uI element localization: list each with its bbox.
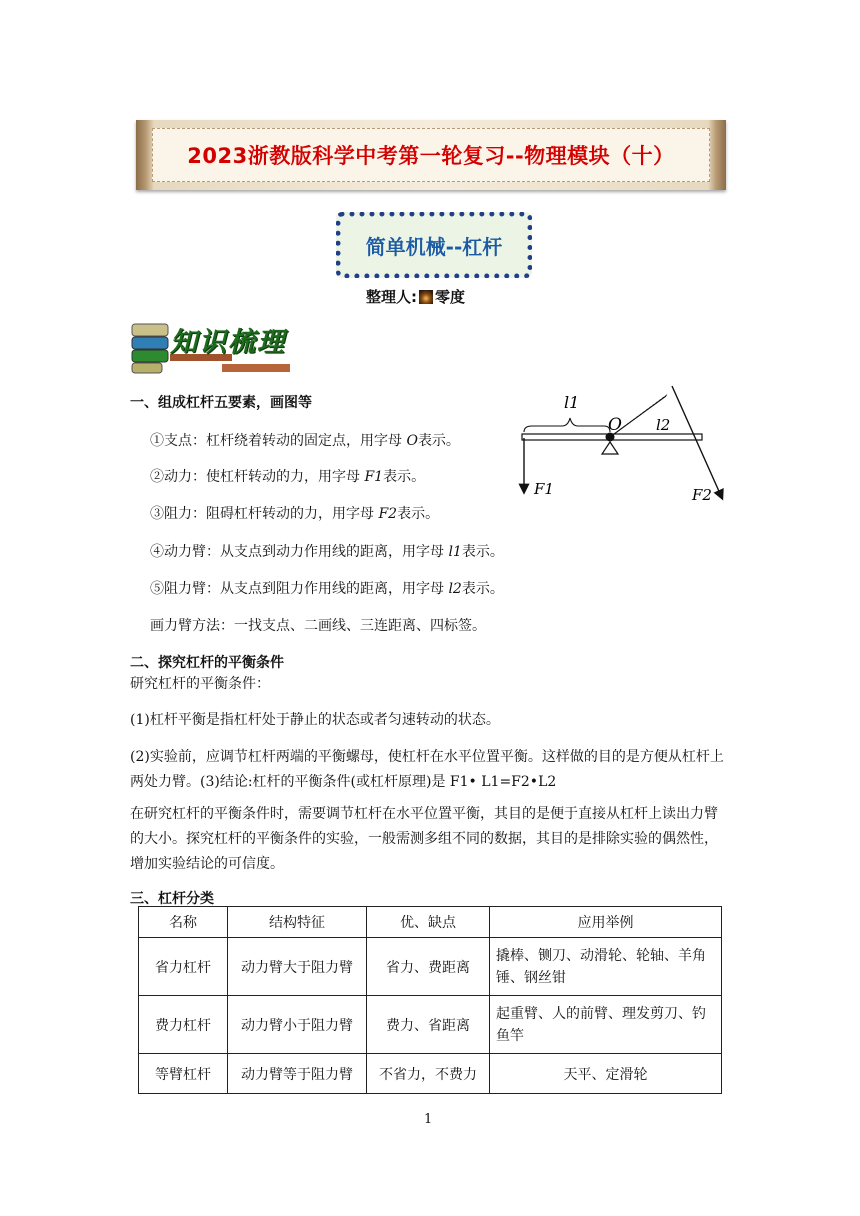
document-title: 2023浙教版科学中考第一轮复习--物理模块（十）	[187, 144, 675, 168]
section-logo	[130, 320, 300, 376]
table-cell: 费力、省距离	[367, 996, 490, 1054]
fulcrum-triangle	[602, 442, 618, 454]
section2-intro: 研究杠杆的平衡条件：	[130, 676, 270, 692]
table-header: 应用举例	[490, 907, 722, 938]
table-cell: 不省力，不费力	[367, 1054, 490, 1094]
author-avatar-icon	[419, 290, 433, 304]
table-cell: 动力臂等于阻力臂	[228, 1054, 367, 1094]
diagram-label-l2: l2	[656, 416, 671, 434]
title-banner	[136, 120, 726, 190]
author-name: 零度	[435, 288, 466, 306]
section2-p1: (1)杠杆平衡是指杠杆处于静止的状态或者匀速转动的状态。	[130, 712, 500, 728]
diagram-label-o: O	[608, 415, 622, 435]
section3-heading: 三、杠杆分类	[130, 891, 214, 907]
section2-p2: (2)实验前，应调节杠杆两端的平衡螺母，使杠杆在水平位置平衡。这样做的目的是方便从杠杆上两处力臂。(3)结论:杠杆的平衡条件(或杠杆原理)是 F1• L1=F2•L2	[130, 749, 724, 790]
item-resistance-force: ③阻力：阻碍杠杆转动的力，用字母 F2表示。	[150, 506, 440, 522]
section1-heading: 一、组成杠杆五要素，画图等	[130, 395, 312, 411]
author-label: 整理人:	[366, 288, 417, 306]
section2-p3: 在研究杠杆的平衡条件时，需要调节杠杆在水平位置平衡，其目的是便于直接从杠杆上读出力臂的大小。探究杠杆的平衡条件的实验，一般需测多组不同的数据，其目的是排除实验的偶然性，增加实验结论的可信度。	[130, 806, 718, 872]
page-number: 1	[424, 1112, 433, 1127]
diagram-label-f1: F1	[534, 480, 554, 498]
document-subtitle: 简单机械--杠杆	[365, 234, 503, 259]
table-header: 名称	[139, 907, 228, 938]
author-line	[366, 286, 465, 307]
table-cell: 省力、费距离	[367, 938, 490, 996]
lever-diagram	[518, 382, 742, 508]
arm-drawing-method: 画力臂方法：一找支点、二画线、三连距离、四标签。	[150, 618, 486, 634]
table-header: 结构特征	[228, 907, 367, 938]
table-cell: 等臂杠杆	[139, 1054, 228, 1094]
item-fulcrum: ①支点：杠杆绕着转动的固定点，用字母 O表示。	[150, 433, 460, 449]
item-effort-force: ②动力：使杠杆转动的力，用字母 F1表示。	[150, 469, 426, 485]
title-frame	[152, 128, 710, 182]
table-row	[139, 938, 722, 996]
table-header: 优、缺点	[367, 907, 490, 938]
diagram-label-l1: l1	[564, 393, 580, 412]
table-row	[139, 1054, 722, 1094]
item-effort-arm: ④动力臂：从支点到动力作用线的距离，用字母 l1表示。	[150, 544, 504, 560]
table-header-row	[139, 907, 722, 938]
diagram-label-f2: F2	[692, 486, 712, 504]
table-cell: 动力臂大于阻力臂	[228, 938, 367, 996]
table-row	[139, 996, 722, 1054]
table-cell: 动力臂小于阻力臂	[228, 996, 367, 1054]
f2-arrow	[672, 386, 722, 498]
table-cell: 撬棒、铡刀、动滑轮、轮轴、羊角锤、钢丝钳	[490, 938, 722, 996]
table-cell: 天平、定滑轮	[490, 1054, 722, 1094]
subtitle-box	[336, 212, 532, 278]
section-logo-text: 知识梳理	[170, 327, 286, 358]
item-resistance-arm: ⑤阻力臂：从支点到阻力作用线的距离，用字母 l2表示。	[150, 581, 504, 597]
table-cell: 省力杠杆	[139, 938, 228, 996]
l1-brace	[524, 418, 610, 432]
table-cell: 起重臂、人的前臂、理发剪刀、钓鱼竿	[490, 996, 722, 1054]
table-cell: 费力杠杆	[139, 996, 228, 1054]
section2-heading: 二、探究杠杆的平衡条件	[130, 655, 284, 671]
lever-classification-table	[138, 906, 722, 1094]
